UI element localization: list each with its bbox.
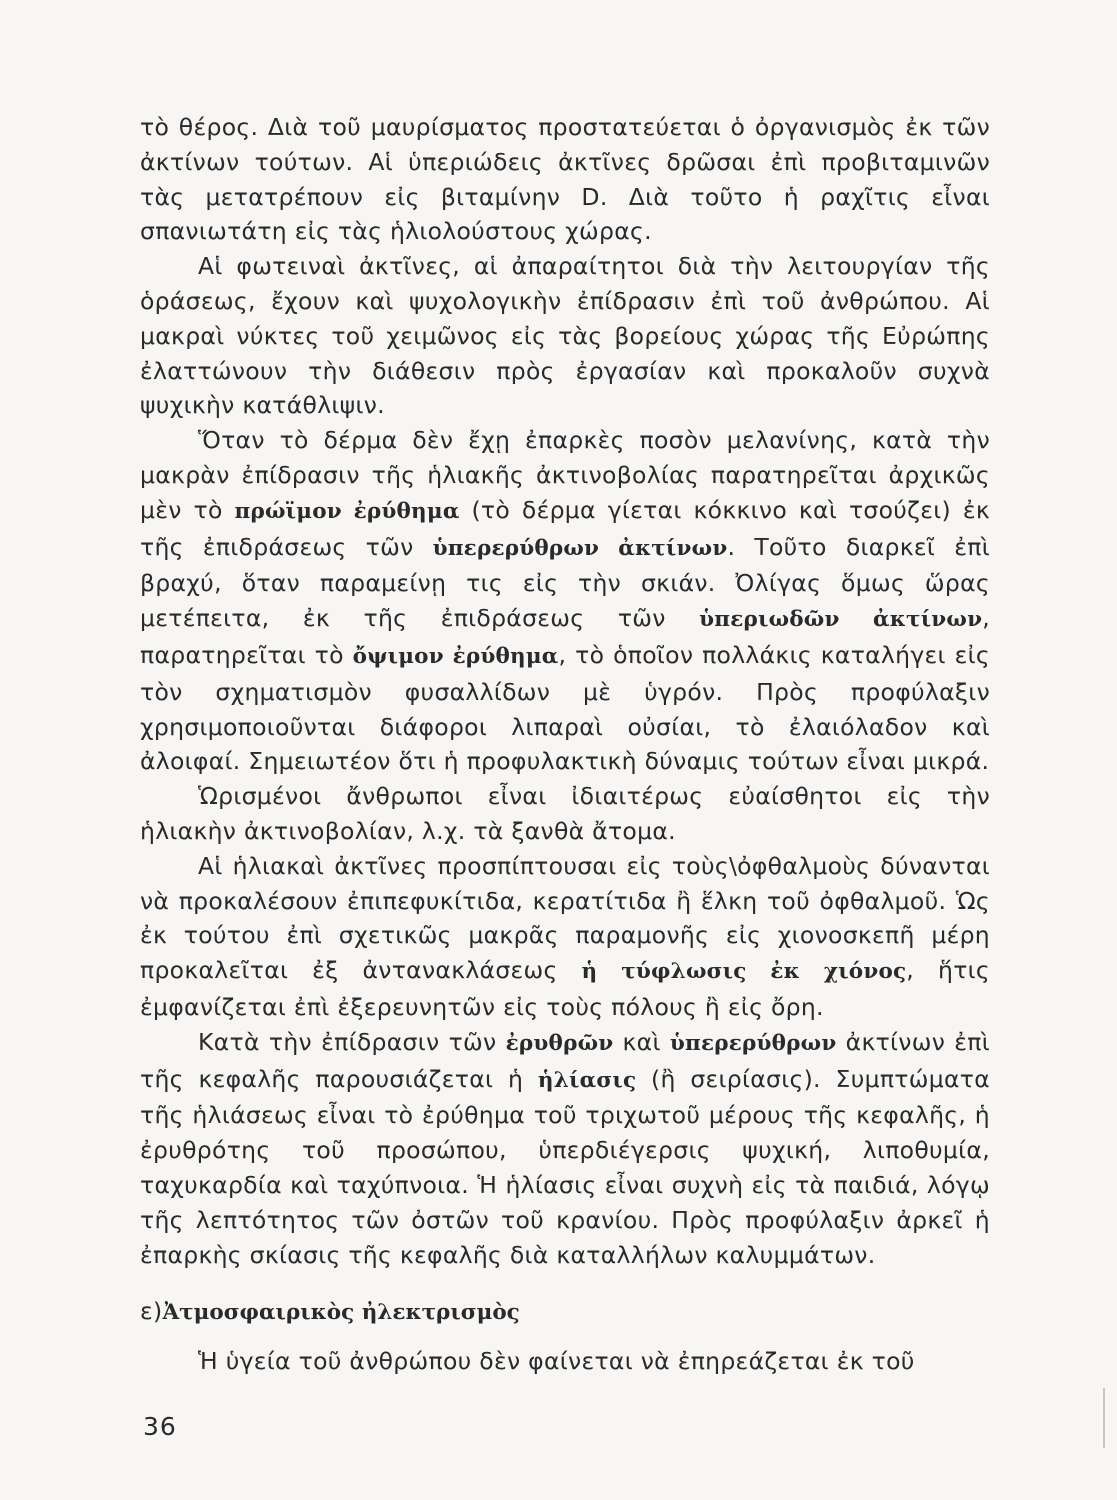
bold-term: ὑπερερύθρων ἀκτίνων	[432, 535, 728, 561]
text-run: Ὅταν τὸ δέρμα δὲν ἔχῃ ἐπαρκὲς ποσὸν μελανίνης, κατὰ τὴν μακρὰν ἐπίδρασιν τῆς ἡλιακῆς ἀκτινοβολίας παρατηρεῖται ἀρχικῶς μὲν τὸ	[140, 426, 990, 524]
page-number: 36	[143, 1412, 177, 1441]
paragraph	[140, 423, 990, 779]
body-text	[140, 110, 990, 1379]
bold-term: ὑπεριωδῶν ἀκτίνων	[699, 607, 983, 633]
text-run: , παρατηρεῖται τὸ	[140, 604, 990, 669]
text-run: Αἱ ἡλιακαὶ ἀκτῖνες προσπίπτουσαι εἰς τοὺς\ὀφθαλμοὺς δύνανται νὰ προκαλέσουν ἐπιπεφυκίτιδα, κερατίτιδα ἢ ἕλκη τοῦ ὀφθαλμοῦ. Ὡς ἐκ τούτου ἐπὶ σχετικῶς μακρᾶς παραμονῆς εἰς χιονοσκεπῆ μέρη προκαλεῖται ἐξ ἀντανακλάσεως	[140, 851, 990, 985]
bold-term: ὄψιμον ἐρύθημα	[352, 643, 559, 669]
text-run: Κατὰ τὴν ἐπίδρασιν τῶν	[198, 1027, 506, 1056]
text-run: ἀκτίνων ἐπὶ τῆς κεφαλῆς παρουσιάζεται ἡ	[140, 1027, 991, 1093]
bold-term: ὑπερερύθρων	[669, 1030, 837, 1056]
bold-term: ἡλίασις	[537, 1067, 637, 1093]
paragraph	[140, 249, 990, 423]
paragraph-last: Ἡ ὑγεία τοῦ ἀνθρώπου δὲν φαίνεται νὰ ἐπηρεάζεται ἐκ τοῦ	[198, 1347, 915, 1376]
text-run: (ἢ σειρίασις). Συμπτώματα τῆς ἡλιάσεως εἶναι τὸ ἐρύθημα τοῦ τριχωτοῦ μέρους τῆς κεφαλῆς, ἡ ἐρυθρότης τοῦ προσώπου, ὑπερδιέγερσις ψυχική, λιποθυμία, ταχυκαρδία καὶ ταχύπνοια. Ἡ ἡλίασις εἶναι συχνὴ εἰς τὰ παιδιά, λόγῳ τῆς λεπτότητος τῶν ὀστῶν τοῦ κρανίου. Πρὸς προφύλαξιν ἀρκεῖ ἡ ἐπαρκὴς σκίασις τῆς κεφαλῆς διὰ καταλλήλων καλυμμάτων.	[140, 1064, 990, 1269]
paragraph	[140, 849, 990, 1025]
section-marker: ε)	[140, 1297, 163, 1326]
paragraph	[140, 1025, 990, 1273]
paragraph	[140, 110, 990, 249]
text-run: (τὸ δέρμα γίεται κόκκινο καὶ τσούζει) ἐκ τῆς ἐπιδράσεως τῶν	[140, 495, 990, 561]
text-run: . Τοῦτο διαρκεῖ ἐπὶ βραχύ, ὅταν παραμείνῃ τις εἰς τὴν σκιάν. Ὀλίγας ὅμως ὥρας μετέπειτα, ἐκ τῆς ἐπιδράσεως τῶν	[140, 532, 990, 633]
text-run: Ὡρισμένοι ἄνθρωποι εἶναι ἰδιαιτέρως εὐαίσθητοι εἰς τὴν ἡλιακὴν ἀκτινοβολίαν, λ.χ. τὰ ξανθὰ ἄτομα.	[140, 782, 990, 845]
paragraph-list	[140, 110, 990, 1272]
bold-term: ἐρυθρῶν	[505, 1030, 614, 1056]
bold-term: ἡ τύφλωσις ἐκ χιόνος	[581, 959, 907, 985]
bold-term: πρώϊμον ἐρύθημα	[234, 498, 460, 524]
text-run: , ἥτις ἐμφανίζεται ἐπὶ ἐξερευνητῶν εἰς τοὺς πόλους ἢ εἰς ὄρη.	[140, 956, 990, 1021]
paragraph	[140, 779, 990, 849]
text-run: καὶ	[613, 1027, 670, 1056]
section-title: Ἀτμοσφαιρικὸς ἠλεκτρισμὸς	[162, 1300, 520, 1326]
page-edge-shadow	[1103, 1388, 1105, 1448]
text-run: τὸ θέρος. Διὰ τοῦ μαυρίσματος προστατεύεται ὁ ὀργανισμὸς ἐκ τῶν ἀκτίνων τούτων. Αἱ ὑπεριώδεις ἀκτῖνες δρῶσαι ἐπὶ προβιταμινῶν τὰς μετατρέπουν εἰς βιταμίνην D. Διὰ τοῦτο ἡ ραχῖτις εἶναι σπανιωτάτη εἰς τὰς ἡλιολούστους χώρας.	[140, 113, 990, 246]
text-run: Αἱ φωτειναὶ ἀκτῖνες, αἱ ἀπαραίτητοι διὰ τὴν λειτουργίαν τῆς ὁράσεως, ἔχουν καὶ ψυχολογικὴν ἐπίδρασιν ἐπὶ τοῦ ἀνθρώπου. Αἱ μακραὶ νύκτες τοῦ χειμῶνος εἰς τὰς βορείους χώρας τῆς Εὐρώπης ἐλαττώνουν τὴν διάθεσιν πρὸς ἐργασίαν καὶ προκαλοῦν συχνὰ ψυχικὴν κατάθλιψιν.	[140, 252, 990, 420]
section-heading	[140, 1294, 990, 1330]
text-run: , τὸ ὁποῖον πολλάκις καταλήγει εἰς τὸν σχηματισμὸν φυσαλλίδων μὲ ὑγρόν. Πρὸς προφύλαξιν χρησιμοποιοῦνται διάφοροι λιπαραὶ οὐσίαι, τὸ ἐλαιόλαδον καὶ ἀλοιφαί. Σημειωτέον ὅτι ἡ προφυλακτικὴ δύναμις τούτων εἶναι μικρά.	[140, 640, 990, 776]
